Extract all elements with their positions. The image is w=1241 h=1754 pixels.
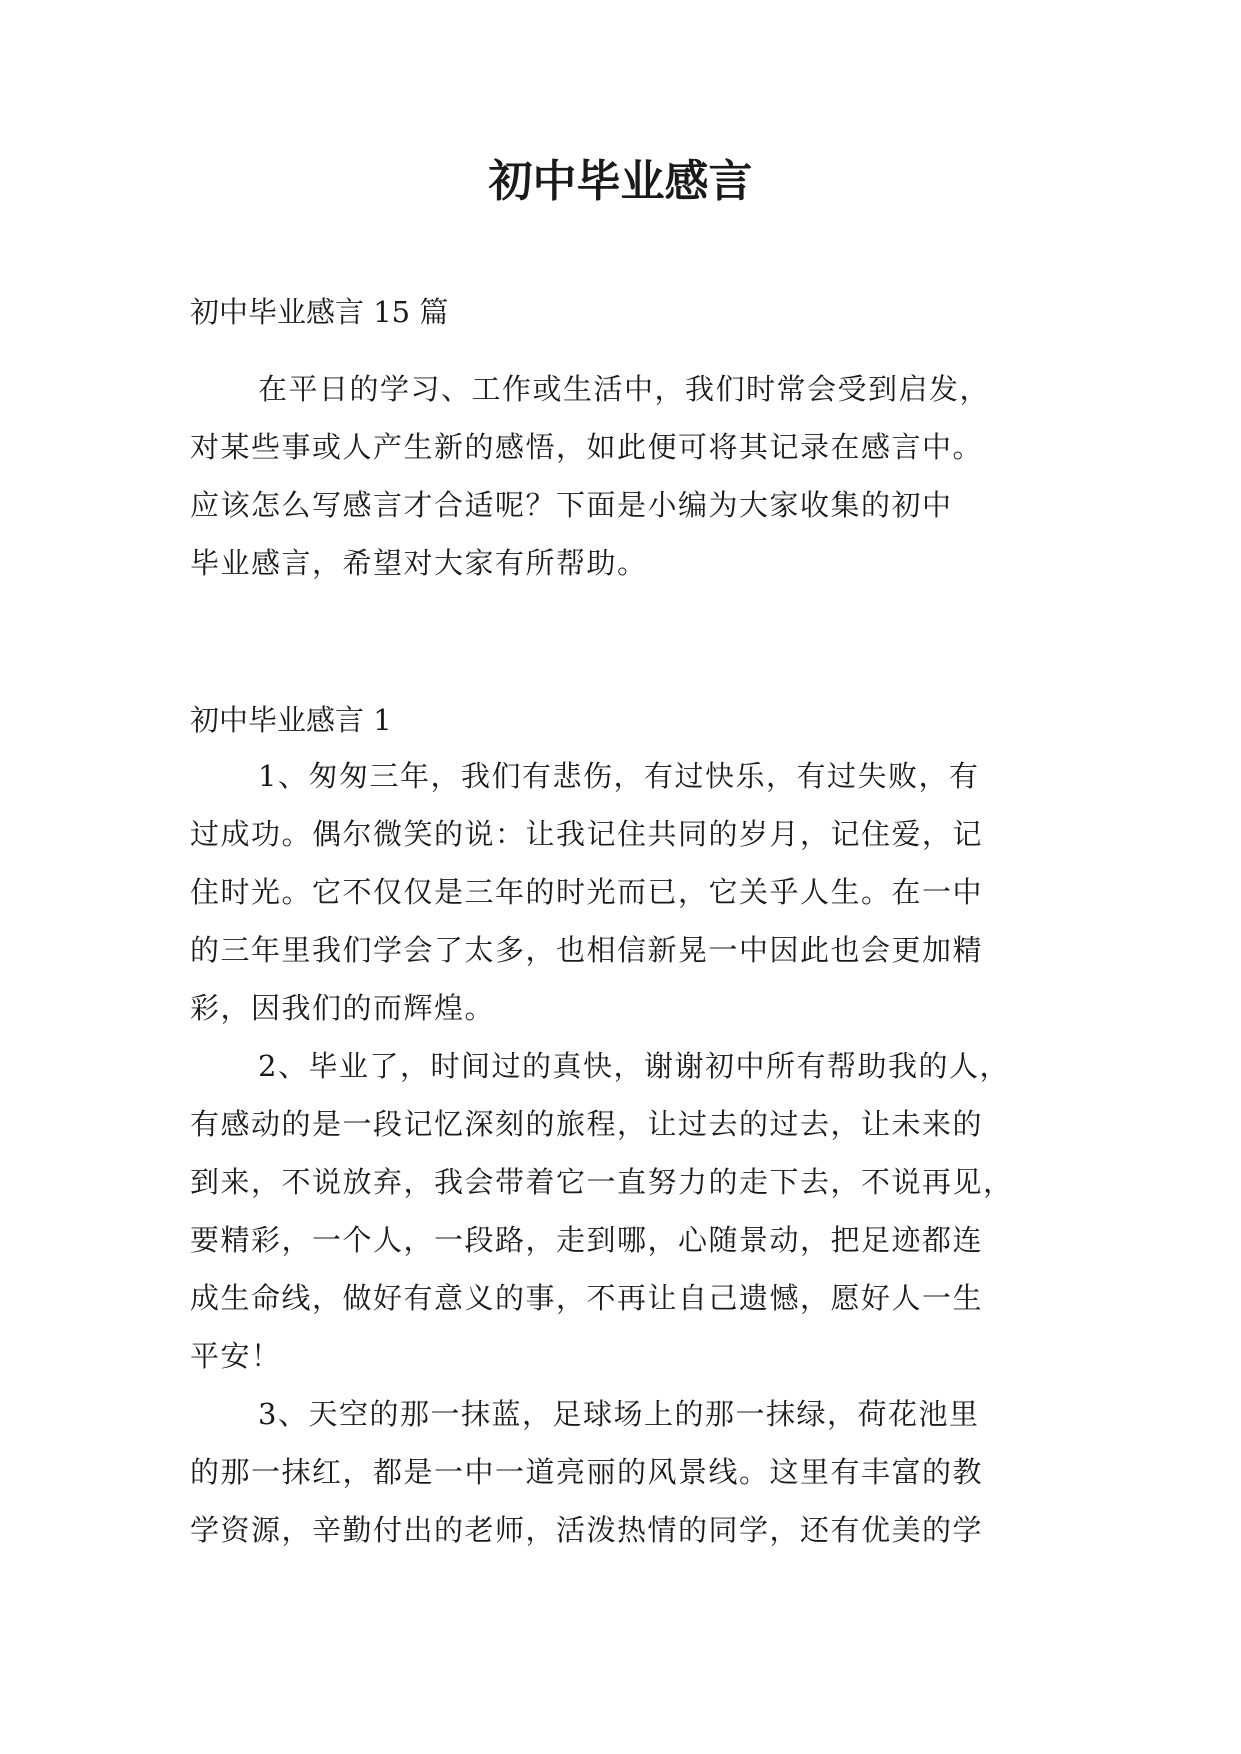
item-1-line: 过成功。偶尔微笑的说：让我记住共同的岁月，记住爱，记 bbox=[190, 817, 984, 851]
document-title: 初中毕业感言 bbox=[488, 156, 753, 207]
item-2-line: 平安！ bbox=[190, 1339, 282, 1373]
item-1-line: 的三年里我们学会了太多，也相信新晃一中因此也会更加精 bbox=[190, 933, 984, 967]
item-2-line: 成生命线，做好有意义的事，不再让自己遗憾，愿好人一生 bbox=[190, 1281, 984, 1315]
item-2-line: 要精彩，一个人，一段路，走到哪，心随景动，把足迹都连 bbox=[190, 1223, 984, 1257]
item-1-line: 彩，因我们的而辉煌。 bbox=[190, 991, 496, 1025]
item-3-line: 3、天空的那一抹蓝，足球场上的那一抹绿，荷花池里 bbox=[258, 1397, 980, 1431]
item-3-line: 的那一抹红，都是一中一道亮丽的风景线。这里有丰富的教 bbox=[190, 1455, 984, 1489]
item-3-paragraph bbox=[190, 1385, 983, 1559]
item-3-line: 学资源，辛勤付出的老师，活泼热情的同学，还有优美的学 bbox=[190, 1513, 984, 1547]
intro-paragraph bbox=[190, 360, 990, 592]
intro-line: 对某些事或人产生新的感悟，如此便可将其记录在感言中。 bbox=[190, 430, 984, 464]
item-2-paragraph bbox=[190, 1037, 1014, 1385]
intro-line: 在平日的学习、工作或生活中，我们时常会受到启发， bbox=[258, 372, 991, 406]
section-heading: 初中毕业感言 1 bbox=[190, 703, 392, 737]
item-1-line: 住时光。它不仅仅是三年的时光而已，它关乎人生。在一中 bbox=[190, 875, 984, 909]
intro-line: 应该怎么写感言才合适呢？下面是小编为大家收集的初中 bbox=[190, 488, 953, 522]
item-2-line: 有感动的是一段记忆深刻的旅程，让过去的过去，让未来的 bbox=[190, 1107, 984, 1141]
item-1-paragraph bbox=[190, 747, 983, 1037]
document-subtitle: 初中毕业感言 15 篇 bbox=[190, 295, 449, 329]
item-2-line: 2、毕业了，时间过的真快，谢谢初中所有帮助我的人， bbox=[258, 1049, 1010, 1083]
item-1-line: 1、匆匆三年，我们有悲伤，有过快乐，有过失败，有 bbox=[258, 759, 980, 793]
intro-line: 毕业感言，希望对大家有所帮助。 bbox=[190, 546, 648, 580]
item-2-line: 到来，不说放弃，我会带着它一直努力的走下去，不说再见， bbox=[190, 1165, 1014, 1199]
